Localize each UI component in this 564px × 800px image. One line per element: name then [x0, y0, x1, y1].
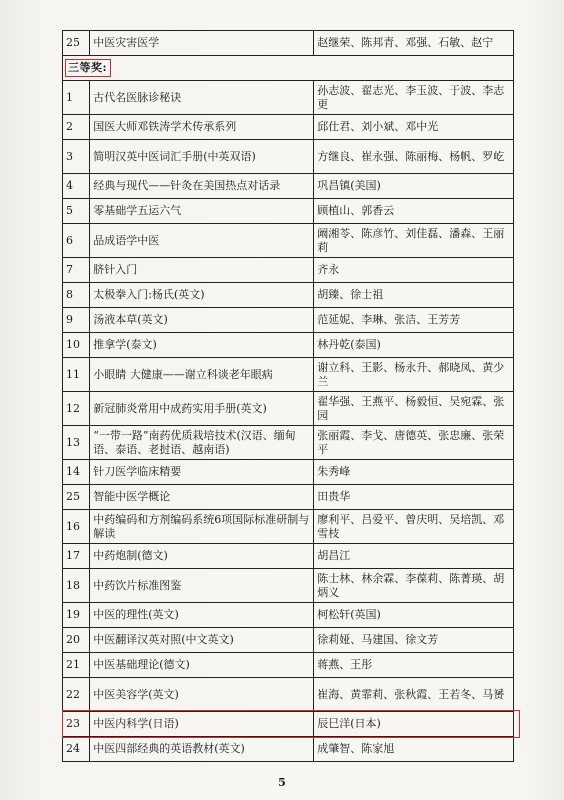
row-title: 国医大师邓铁涛学术传承系列 [90, 115, 314, 140]
row-number: 2 [63, 115, 90, 140]
table-row [63, 737, 514, 762]
table-row [63, 308, 514, 333]
row-title: “一带一路”南药优质栽培技术(汉语、缅甸语、泰语、老挝语、越南语) [90, 426, 314, 460]
third-prize-label: 三等奖: [65, 59, 111, 77]
row-number: 23 [63, 712, 90, 737]
row-number: 7 [63, 258, 90, 283]
row-number: 25 [63, 485, 90, 510]
row-authors: 胡臻、徐士祖 [314, 283, 514, 308]
row-number: 4 [63, 174, 90, 199]
row-authors: 朱秀峰 [314, 460, 514, 485]
row-title: 中医美容学(英文) [90, 678, 314, 712]
row-authors: 翟华强、王燕平、杨毅恒、吴宛霖、张园 [314, 392, 514, 426]
row-number: 14 [63, 460, 90, 485]
row-number: 22 [63, 678, 90, 712]
row-number: 25 [63, 31, 90, 56]
row-title: 太极拳入门:杨氏(英文) [90, 283, 314, 308]
row-number: 1 [63, 81, 90, 115]
row-authors: 孙志波、翟志光、李玉波、于波、李志更 [314, 81, 514, 115]
row-number: 21 [63, 653, 90, 678]
row-authors: 巩昌镇(美国) [314, 174, 514, 199]
row-authors: 赵继荣、陈邦青、邓强、石敏、赵宁 [314, 31, 514, 56]
table-row [63, 392, 514, 426]
row-authors: 田贵华 [314, 485, 514, 510]
page-number: 5 [278, 776, 286, 789]
table-row [63, 460, 514, 485]
row-title: 中医内科学(日语) [90, 712, 314, 737]
row-number: 9 [63, 308, 90, 333]
row-authors: 顾植山、郭香云 [314, 199, 514, 224]
row-number: 19 [63, 603, 90, 628]
table-row [63, 115, 514, 140]
row-title: 中医四部经典的英语教材(英文) [90, 737, 314, 762]
row-title: 针刀医学临床精要 [90, 460, 314, 485]
row-number: 8 [63, 283, 90, 308]
row-number: 12 [63, 392, 90, 426]
row-number: 16 [63, 510, 90, 544]
row-title: 智能中医学概论 [90, 485, 314, 510]
row-authors: 陈士林、林余霖、李葆莉、陈菁瑛、胡炳义 [314, 569, 514, 603]
row-title: 品成语学中医 [90, 224, 314, 258]
row-title: 零基础学五运六气 [90, 199, 314, 224]
row-authors: 张丽霞、李戈、唐德英、张忠廉、张荣平 [314, 426, 514, 460]
row-authors: 柯松轩(英国) [314, 603, 514, 628]
row-title: 古代名医脉诊秘诀 [90, 81, 314, 115]
row-title: 推拿学(泰文) [90, 333, 314, 358]
row-number: 13 [63, 426, 90, 460]
row-number: 6 [63, 224, 90, 258]
row-authors: 蒋燕、王彤 [314, 653, 514, 678]
table-row [63, 140, 514, 174]
row-authors: 齐永 [314, 258, 514, 283]
table-row [63, 283, 514, 308]
row-title: 汤液本草(英文) [90, 308, 314, 333]
row-authors: 林丹乾(泰国) [314, 333, 514, 358]
row-title: 小眼睛 大健康——谢立科谈老年眼病 [90, 358, 314, 392]
row-authors: 胡昌江 [314, 544, 514, 569]
table-row [63, 224, 514, 258]
row-title: 简明汉英中医词汇手册(中英双语) [90, 140, 314, 174]
row-title: 中药编码和方剂编码系统6项国际标准研制与解读 [90, 510, 314, 544]
table-row [63, 426, 514, 460]
row-number: 18 [63, 569, 90, 603]
table-row [63, 678, 514, 712]
table-row [63, 569, 514, 603]
row-number: 11 [63, 358, 90, 392]
row-title: 脐针入门 [90, 258, 314, 283]
row-authors: 谢立科、王影、杨永升、郝晓凤、黄少兰 [314, 358, 514, 392]
table-row [63, 199, 514, 224]
row-authors: 方继良、崔永强、陈丽梅、杨帆、罗屹 [314, 140, 514, 174]
row-title: 中医翻译汉英对照(中文英文) [90, 628, 314, 653]
table-row [63, 603, 514, 628]
row-number: 20 [63, 628, 90, 653]
row-number: 5 [63, 199, 90, 224]
section-header-row [63, 56, 514, 81]
table-row [63, 333, 514, 358]
highlighted-row [63, 712, 514, 737]
row-authors: 廖利平、吕爱平、曾庆明、吴培凯、邓雪枝 [314, 510, 514, 544]
row-title: 新冠肺炎常用中成药实用手册(英文) [90, 392, 314, 426]
table-row [63, 81, 514, 115]
table-row [63, 510, 514, 544]
table-row [63, 258, 514, 283]
row-number: 3 [63, 140, 90, 174]
row-authors: 阚湘苓、陈彦竹、刘佳磊、潘森、王丽莉 [314, 224, 514, 258]
row-authors: 崔海、黄霏莉、张秋霞、王若冬、马赟 [314, 678, 514, 712]
table-row [63, 653, 514, 678]
table-row [63, 31, 514, 56]
row-authors: 徐莉娅、马建国、徐文芳 [314, 628, 514, 653]
row-title: 中药饮片标准图鉴 [90, 569, 314, 603]
table-row [63, 174, 514, 199]
table-row [63, 358, 514, 392]
row-title: 经典与现代——针灸在美国热点对话录 [90, 174, 314, 199]
row-title: 中医基础理论(德文) [90, 653, 314, 678]
row-number: 10 [63, 333, 90, 358]
row-authors: 邱仕君、刘小斌、邓中光 [314, 115, 514, 140]
row-title: 中医灾害医学 [90, 31, 314, 56]
row-number: 24 [63, 737, 90, 762]
row-authors: 范延妮、李琳、张洁、王芳芳 [314, 308, 514, 333]
row-title: 中药炮制(德文) [90, 544, 314, 569]
table-row [63, 485, 514, 510]
awards-table [62, 30, 514, 762]
table-row [63, 544, 514, 569]
row-authors: 成肇智、陈家旭 [314, 737, 514, 762]
row-number: 17 [63, 544, 90, 569]
row-title: 中医的理性(英文) [90, 603, 314, 628]
table-row [63, 628, 514, 653]
row-authors: 辰巳洋(日本) [314, 712, 514, 737]
